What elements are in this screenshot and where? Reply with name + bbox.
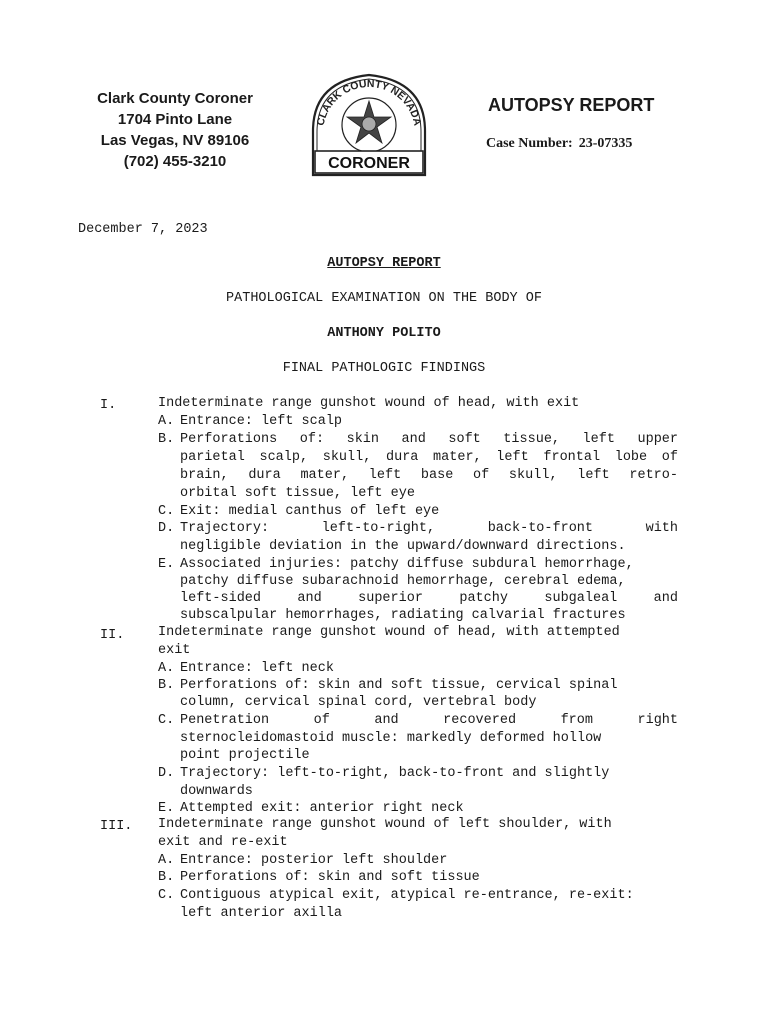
findings-title: FINAL PATHOLOGIC FINDINGS bbox=[282, 361, 486, 376]
item-line: brain, dura mater, left base of skull, left retro- bbox=[180, 468, 678, 483]
seal-arc-text: CLARK COUNTY NEVADA bbox=[314, 77, 424, 127]
item-line: Perforations of: skin and soft tissue, cervical spinal bbox=[180, 678, 618, 693]
item-line: Penetration of and recovered from right bbox=[180, 713, 678, 728]
item-letter: E. bbox=[158, 801, 175, 816]
case-number-label: Case Number: bbox=[486, 136, 573, 151]
item-line: Entrance: left scalp bbox=[180, 414, 343, 429]
coroner-badge-seal bbox=[303, 71, 435, 177]
item-letter: C. bbox=[158, 713, 175, 728]
office-street: 1704 Pinto Lane bbox=[117, 111, 233, 128]
report-heading: AUTOPSY REPORT bbox=[488, 95, 655, 115]
item-line: sternocleidomastoid muscle: markedly deformed hollow bbox=[180, 731, 602, 746]
item-line: Associated injuries: patchy diffuse subdural hemorrhage, bbox=[180, 557, 634, 572]
item-line: point projectile bbox=[180, 748, 310, 763]
item-letter: A. bbox=[158, 661, 175, 676]
office-name: Clark County Coroner bbox=[97, 90, 253, 107]
coroner-office-address bbox=[60, 88, 290, 172]
item-letter: B. bbox=[158, 870, 175, 885]
report-date: December 7, 2023 bbox=[78, 222, 208, 237]
section-heading: exit bbox=[158, 643, 191, 658]
report-title: AUTOPSY REPORT bbox=[327, 256, 441, 271]
seal-banner: CORONER bbox=[328, 155, 410, 172]
case-number-value: 23-07335 bbox=[578, 136, 633, 151]
item-line: left-sided and superior patchy subgaleal and bbox=[180, 591, 678, 606]
item-line: Attempted exit: anterior right neck bbox=[180, 801, 464, 816]
item-letter: A. bbox=[158, 414, 175, 429]
item-letter: B. bbox=[158, 678, 175, 693]
office-phone: (702) 455-3210 bbox=[123, 153, 227, 170]
item-letter: C. bbox=[158, 888, 175, 903]
item-line: orbital soft tissue, left eye bbox=[180, 486, 415, 501]
item-line: downwards bbox=[180, 784, 253, 799]
section-numeral: III. bbox=[100, 819, 133, 834]
section-heading: Indeterminate range gunshot wound of head, with exit bbox=[158, 396, 580, 411]
item-line: column, cervical spinal cord, vertebral body bbox=[180, 695, 537, 710]
item-line: Exit: medial canthus of left eye bbox=[180, 504, 440, 519]
item-line: Entrance: posterior left shoulder bbox=[180, 853, 448, 868]
section-heading: Indeterminate range gunshot wound of head, with attempted bbox=[158, 625, 620, 640]
item-line: left anterior axilla bbox=[180, 906, 343, 921]
section-heading: Indeterminate range gunshot wound of left shoulder, with bbox=[158, 817, 612, 832]
section-heading: exit and re-exit bbox=[158, 835, 288, 850]
item-line: Perforations of: skin and soft tissue bbox=[180, 870, 480, 885]
section-numeral: I. bbox=[100, 398, 117, 413]
item-line: Contiguous atypical exit, atypical re-entrance, re-exit: bbox=[180, 888, 634, 903]
section-numeral: II. bbox=[100, 628, 125, 643]
decedent-name: ANTHONY POLITO bbox=[327, 326, 441, 341]
item-letter: B. bbox=[158, 432, 175, 447]
item-line: Entrance: left neck bbox=[180, 661, 334, 676]
office-city: Las Vegas, NV 89106 bbox=[100, 132, 250, 149]
item-letter: E. bbox=[158, 557, 175, 572]
case-number-line bbox=[486, 136, 632, 152]
item-line: negligible deviation in the upward/downward directions. bbox=[180, 539, 626, 554]
item-letter: D. bbox=[158, 521, 175, 536]
item-line: subscalpular hemorrhages, radiating calvarial fractures bbox=[180, 608, 626, 623]
exam-title: PATHOLOGICAL EXAMINATION ON THE BODY OF bbox=[226, 291, 542, 306]
item-line: Trajectory: left-to-right, back-to-front with bbox=[180, 521, 678, 536]
item-line: parietal scalp, skull, dura mater, left frontal lobe of bbox=[180, 450, 678, 465]
item-line: Trajectory: left-to-right, back-to-front and slightly bbox=[180, 766, 610, 781]
item-letter: D. bbox=[158, 766, 175, 781]
item-line: Perforations of: skin and soft tissue, left upper bbox=[180, 432, 678, 447]
item-letter: C. bbox=[158, 504, 175, 519]
item-line: patchy diffuse subarachnoid hemorrhage, cerebral edema, bbox=[180, 574, 626, 589]
item-letter: A. bbox=[158, 853, 175, 868]
